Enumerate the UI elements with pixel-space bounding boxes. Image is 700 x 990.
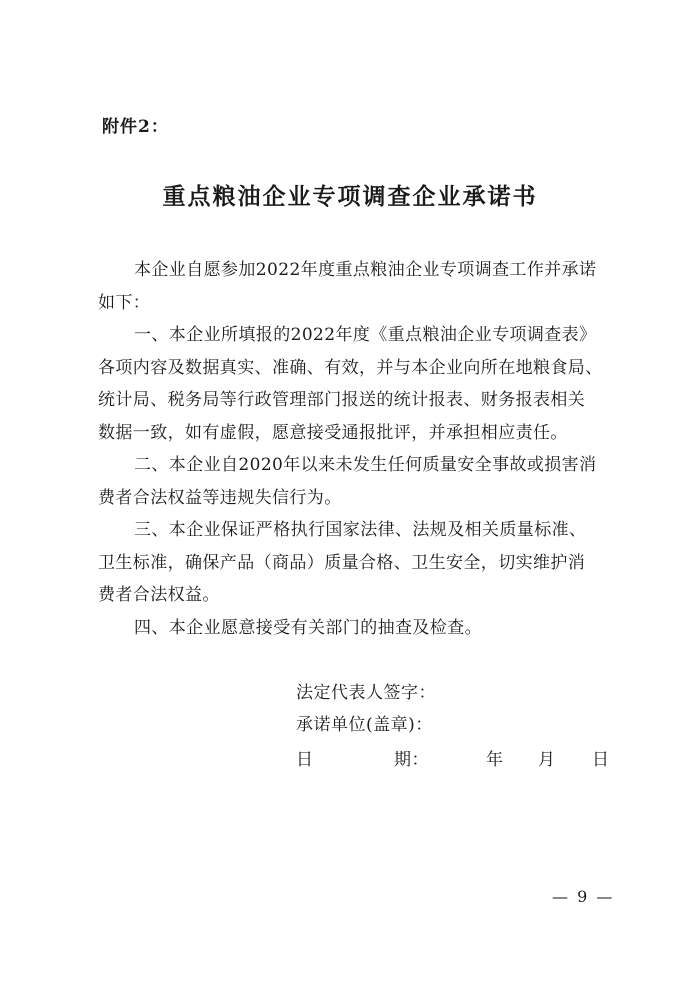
date-month-label: 月	[538, 750, 556, 770]
intro-line: 本企业自愿参加2022年度重点粮油企业专项调查工作并承诺	[134, 260, 597, 280]
item-line: 卫生标准，确保产品（商品）质量合格、卫生安全，切实维护消	[98, 552, 586, 573]
intro-paragraph	[98, 254, 620, 319]
item-line: 四、本企业愿意接受有关部门的抽查及检查。	[134, 618, 482, 638]
item-line: 统计局、税务局等行政管理部门报送的统计报表、财务报表相关	[98, 390, 586, 410]
committing-unit-seal-label: 承诺单位(盖章)：	[296, 715, 433, 735]
document-title: 重点粮油企业专项调查企业承诺书	[162, 183, 538, 210]
commitment-item-2	[98, 449, 620, 514]
date-label-ri: 日	[296, 750, 314, 770]
date-year-label: 年	[486, 750, 504, 770]
legal-representative-signature-label: 法定代表人签字：	[296, 683, 436, 703]
item-line: 费者合法权益等违规失信行为。	[98, 487, 342, 508]
commitment-item-1	[98, 319, 620, 449]
intro-line: 如下：	[98, 292, 151, 313]
date-day-label: 日	[592, 750, 610, 770]
item-line: 各项内容及数据真实、准确、有效，并与本企业向所在地粮食局、	[98, 357, 603, 378]
item-line: 费者合法权益。	[98, 585, 220, 605]
item-line: 一、本企业所填报的2022年度《重点粮油企业专项调查表》	[134, 325, 597, 345]
item-line: 三、本企业保证严格执行国家法律、法规及相关质量标准、	[134, 520, 587, 540]
commitment-item-3	[98, 514, 620, 612]
item-line: 数据一致，如有虚假，愿意接受通报批评，并承担相应责任。	[98, 422, 568, 443]
commitment-item-4	[98, 612, 620, 645]
attachment-label: 附件2：	[102, 117, 169, 137]
item-line: 二、本企业自2020年以来未发生任何质量安全事故或损害消	[134, 455, 597, 475]
page-number: — 9 —	[552, 887, 615, 906]
date-label-qi: 期：	[394, 750, 429, 770]
